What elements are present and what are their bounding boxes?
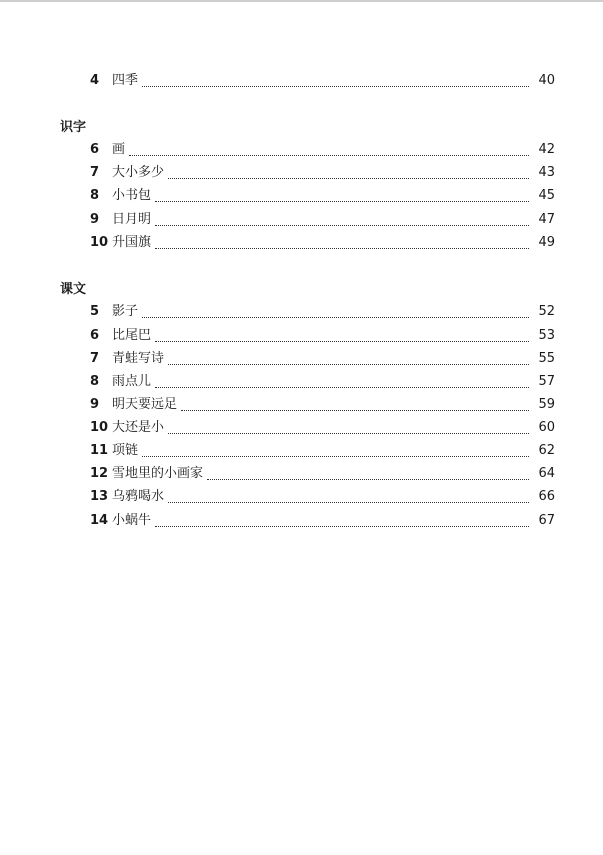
lesson-title: 雨点儿 [112,374,152,389]
dot-leader [181,409,529,411]
lesson-title: 画 [112,142,126,157]
lesson-title: 小书包 [112,188,152,203]
toc-entry[interactable] [90,141,555,159]
lesson-number: 13 [90,489,109,504]
lesson-number: 10 [90,235,109,250]
toc-entry[interactable] [90,303,555,321]
toc-entry[interactable] [90,72,555,90]
page-number: 49 [538,235,555,250]
dot-leader [142,455,529,457]
toc-entry[interactable] [90,442,555,460]
lesson-title: 大还是小 [112,420,165,435]
page-number: 55 [538,351,555,366]
lesson-number: 10 [90,420,109,435]
lesson-number: 5 [90,304,100,319]
dot-leader [155,340,529,342]
lesson-title: 青蛙写诗 [112,351,165,366]
toc-entry[interactable] [90,234,555,252]
dot-leader [207,478,529,480]
page-number: 42 [538,142,555,157]
toc-entry[interactable] [90,419,555,437]
lesson-number: 7 [90,165,100,180]
dot-leader [155,247,529,249]
dot-leader [129,154,529,156]
dot-leader [168,432,529,434]
page-number: 59 [538,397,555,412]
toc-entry[interactable] [90,187,555,205]
lesson-number: 14 [90,513,109,528]
page-number: 62 [538,443,555,458]
dot-leader [155,200,529,202]
toc-entry[interactable] [90,373,555,391]
section-heading: 识字 [60,120,87,135]
page-number: 47 [538,212,555,227]
lesson-number: 9 [90,212,100,227]
dot-leader [155,386,529,388]
lesson-number: 8 [90,374,100,389]
toc-entry[interactable] [90,512,555,530]
dot-leader [142,316,529,318]
page-number: 40 [538,73,555,88]
lesson-title: 小蜗牛 [112,513,152,528]
lesson-title: 项链 [112,443,139,458]
toc-entry[interactable] [90,211,555,229]
lesson-title: 雪地里的小画家 [112,466,204,481]
lesson-number: 11 [90,443,109,458]
lesson-title: 日月明 [112,212,152,227]
lesson-number: 6 [90,142,100,157]
lesson-number: 6 [90,328,100,343]
lesson-title: 升国旗 [112,235,152,250]
lesson-number: 9 [90,397,100,412]
dot-leader [142,85,529,87]
toc-entry[interactable] [90,488,555,506]
page-number: 57 [538,374,555,389]
page-number: 60 [538,420,555,435]
toc-entry[interactable] [90,396,555,414]
lesson-title: 大小多少 [112,165,165,180]
dot-leader [168,177,529,179]
page-number: 66 [538,489,555,504]
toc-entry[interactable] [90,327,555,345]
dot-leader [168,363,529,365]
lesson-number: 12 [90,466,109,481]
lesson-title: 影子 [112,304,139,319]
lesson-title: 明天要远足 [112,397,178,412]
page-number: 45 [538,188,555,203]
page-number: 52 [538,304,555,319]
lesson-title: 乌鸦喝水 [112,489,165,504]
dot-leader [155,224,529,226]
lesson-title: 四季 [112,73,139,88]
top-border [0,0,603,2]
lesson-number: 4 [90,73,100,88]
toc-entry[interactable] [90,465,555,483]
page-number: 43 [538,165,555,180]
toc-entry[interactable] [90,164,555,182]
toc-entry[interactable] [90,350,555,368]
dot-leader [168,501,529,503]
page-number: 53 [538,328,555,343]
page-number: 67 [538,513,555,528]
dot-leader [155,525,529,527]
lesson-number: 7 [90,351,100,366]
page-number: 64 [538,466,555,481]
lesson-title: 比尾巴 [112,328,152,343]
lesson-number: 8 [90,188,100,203]
section-heading: 课文 [60,282,87,297]
